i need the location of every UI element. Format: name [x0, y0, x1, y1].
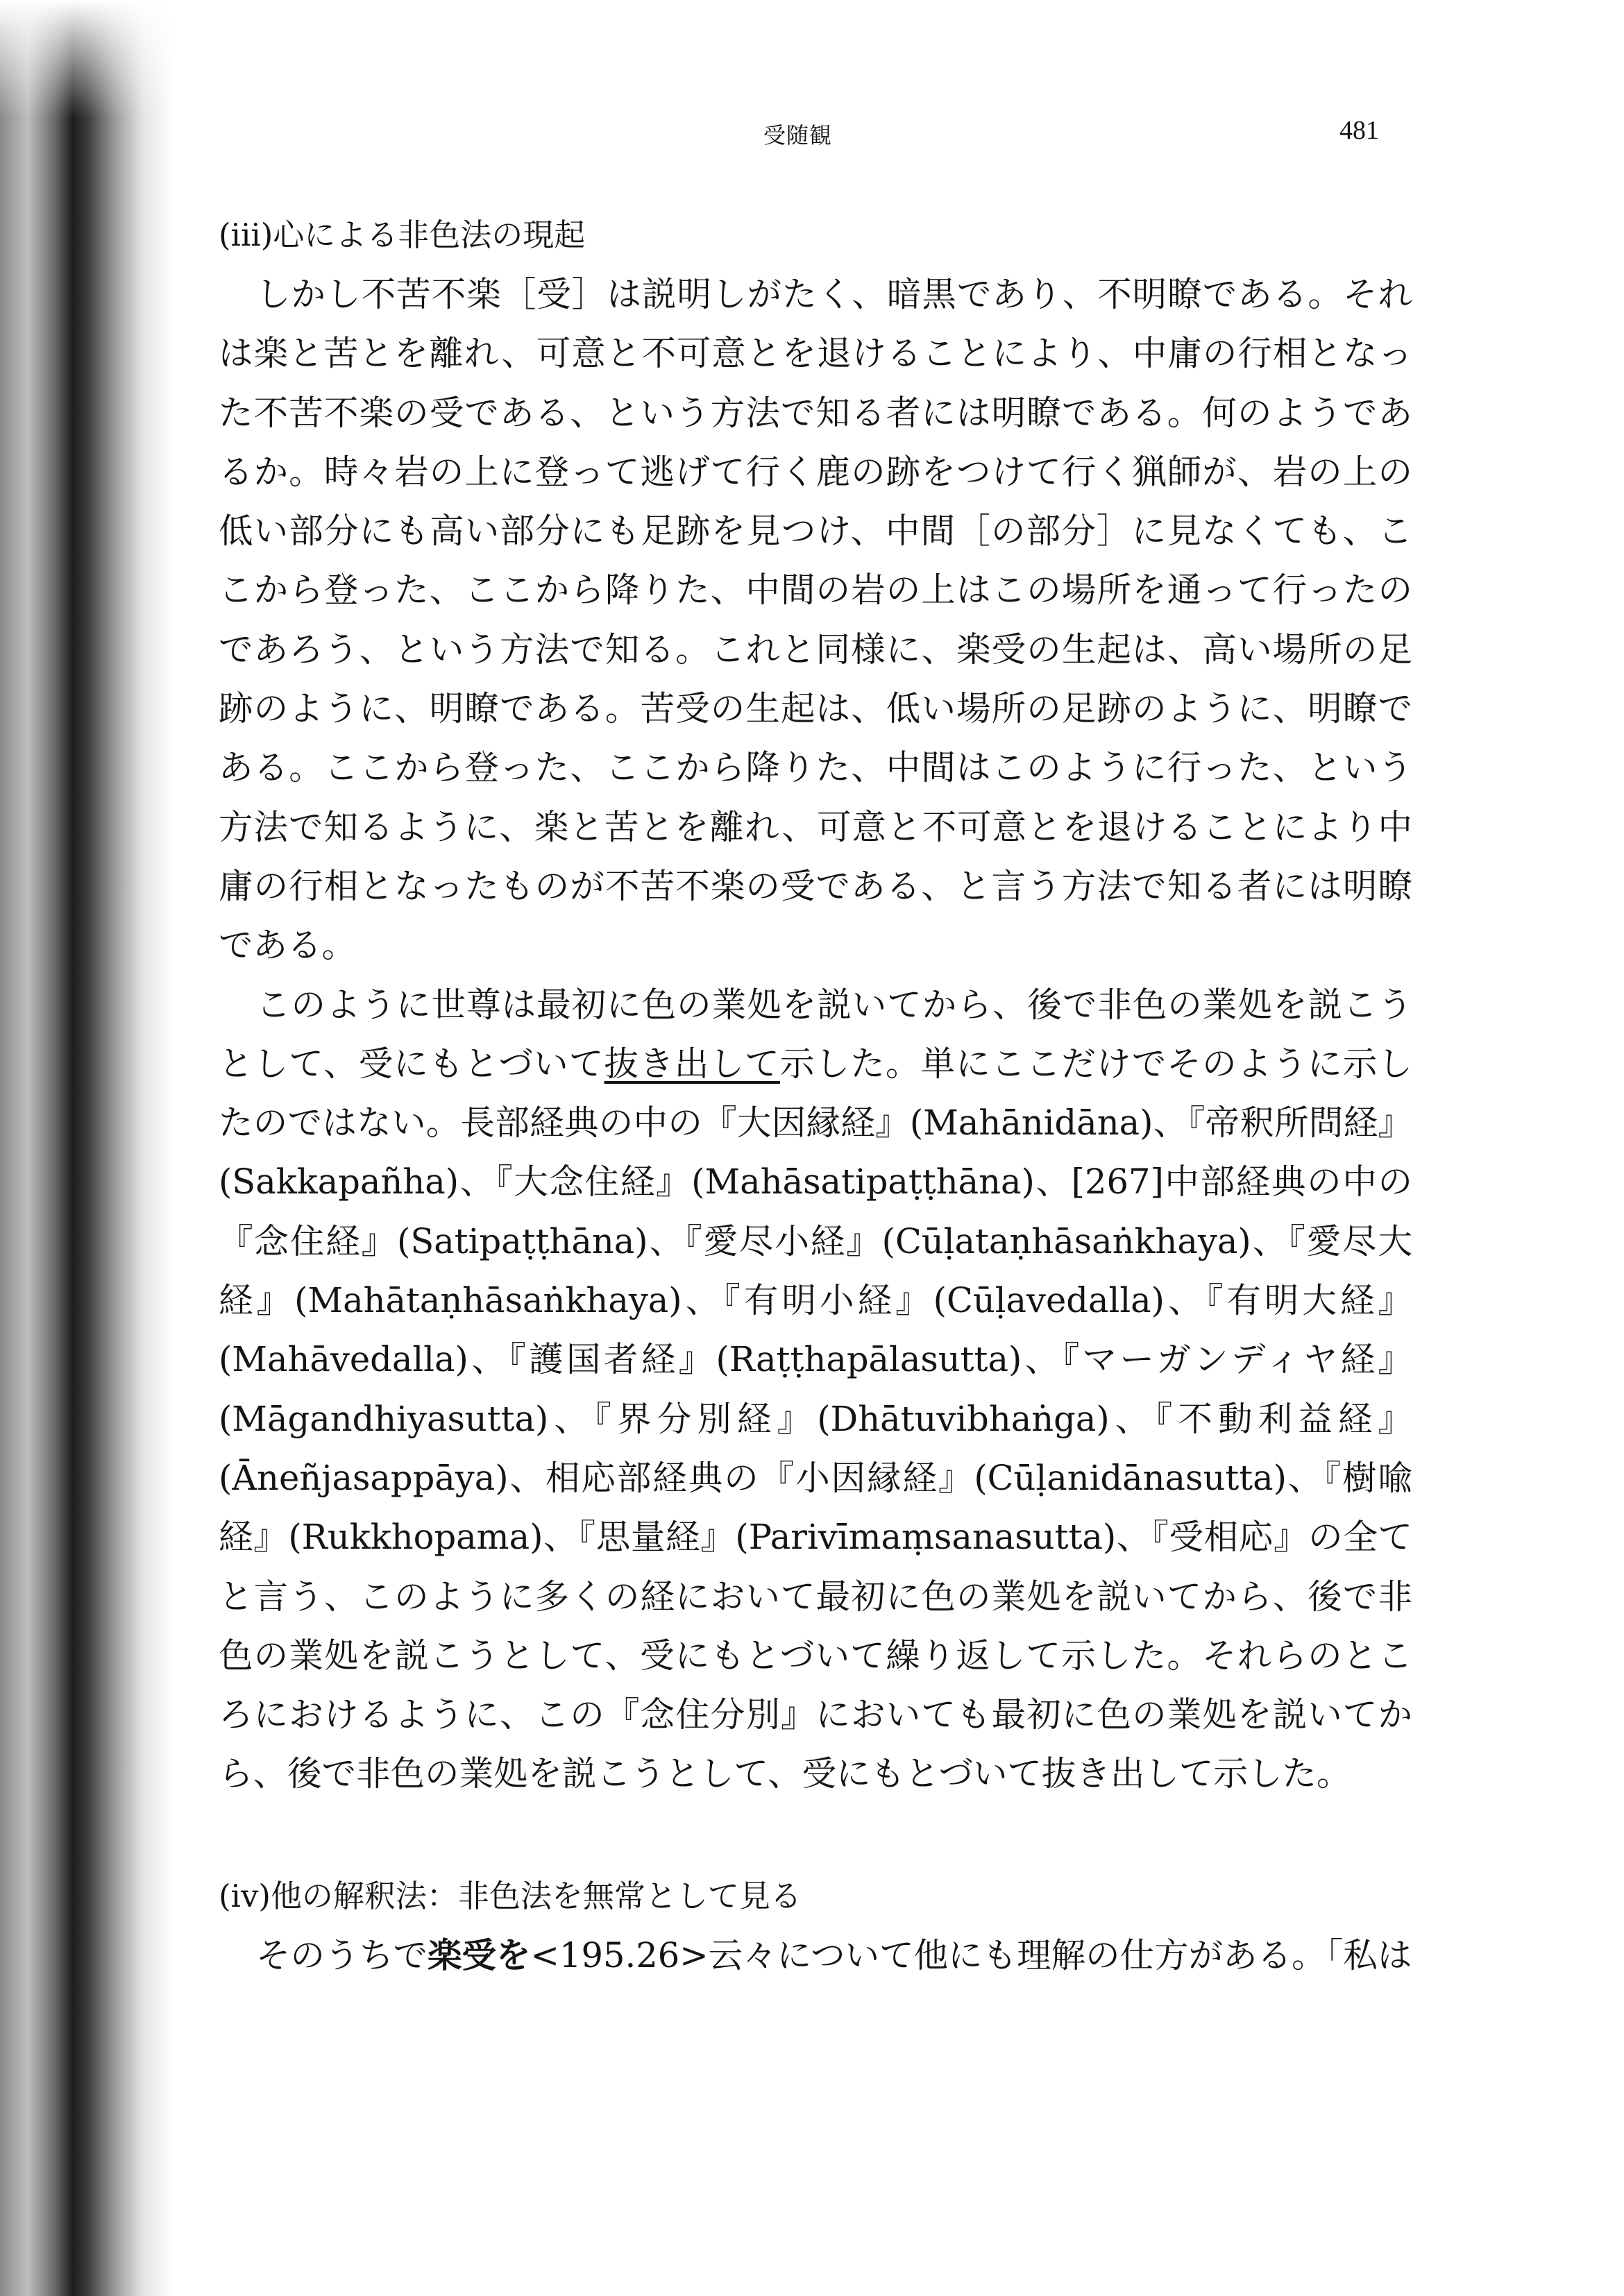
scan-gutter-shadow: [0, 0, 174, 2296]
paragraph-text: そのうちで: [256, 1934, 428, 1975]
running-head: 受随観: [763, 122, 833, 148]
page-body: [219, 212, 1412, 1985]
paragraph-sutta-list: [219, 976, 1412, 1804]
paragraph-other-interpretation: [219, 1926, 1412, 1985]
section-heading-iii: (iii)心による非色法の現起: [219, 216, 586, 253]
paragraph-text: 示した。単にここだけでそのように示したのではない。長部経典の中の『大因縁経』(Mahānidāna)、『帝釈所問経』(Sakkapañha)、『大念住経』(Mahāsatipaṭṭhāna)、[267]中部経典の中の『念住経』(Satipaṭṭhāna)、『愛尽小経』(Cūḷataṇhāsaṅkhaya)、『愛尽大経』(Mahātaṇhāsaṅkhaya)、『有明小経』(Cūḷavedalla)、『有明大経』(Mahāvedalla)、『護国者経』(Raṭṭhapālasutta)、『マーガンディヤ経』(Māgandhiyasutta)、『界分別経』(Dhātuvibhaṅga)、『不動利益経』(Āneñjasappāya)、相応部経典の『小因縁経』(Cūḷanidānasutta)、『樹喩経』(Rukkhopama)、『思量経』(Parivīmaṃsanasutta)、『受相応』の全てと言う、このように多くの経において最初に色の業処を説いてから、後で非色の業処を説こうとして、受にもとづいて繰り返して示した。それらのところにおけるように、この『念住分別』においても最初に色の業処を説いてから、後で非色の業処を説こうとして、受にもとづいて抜き出して示した。: [219, 1043, 1412, 1794]
paragraph-text: このように世尊は最初に色の業処を説いてから、後で非色の業処を説こうとして、受にもとづいて: [219, 984, 1412, 1084]
paragraph-text: <195.26>云々について他にも理解の仕方がある。「私は: [530, 1934, 1412, 1975]
section-heading-iv: (iv)他の解釈法：非色法を無常として見る: [219, 1877, 802, 1914]
underlined-phrase: 抜き出して: [604, 1043, 780, 1084]
scan-gutter-fade: [0, 0, 174, 118]
bold-term: 楽受を: [428, 1934, 531, 1975]
paragraph-neutral-feeling: しかし不苦不楽［受］は説明しがたく、暗黒であり、不明瞭である。それは楽と苦とを離れ、可意と不可意とを退けることにより、中庸の行相となった不苦不楽の受である、という方法で知る者には明瞭である。何のようであるか。時々岩の上に登って逃げて行く鹿の跡をつけて行く猟師が、岩の上の低い部分にも高い部分にも足跡を見つけ、中間［の部分］に見なくても、ここから登った、ここから降りた、中間の岩の上はこの場所を通って行ったのであろう、という方法で知る。これと同様に、楽受の生起は、高い場所の足跡のように、明瞭である。苦受の生起は、低い場所の足跡のように、明瞭である。ここから登った、ここから降りた、中間はこのように行った、という方法で知るように、楽と苦とを離れ、可意と不可意とを退けることにより中庸の行相となったものが不苦不楽の受である、と言う方法で知る者には明瞭である。: [219, 274, 1412, 966]
page-number: 481: [1339, 116, 1379, 145]
section-gap: [219, 1804, 1412, 1873]
